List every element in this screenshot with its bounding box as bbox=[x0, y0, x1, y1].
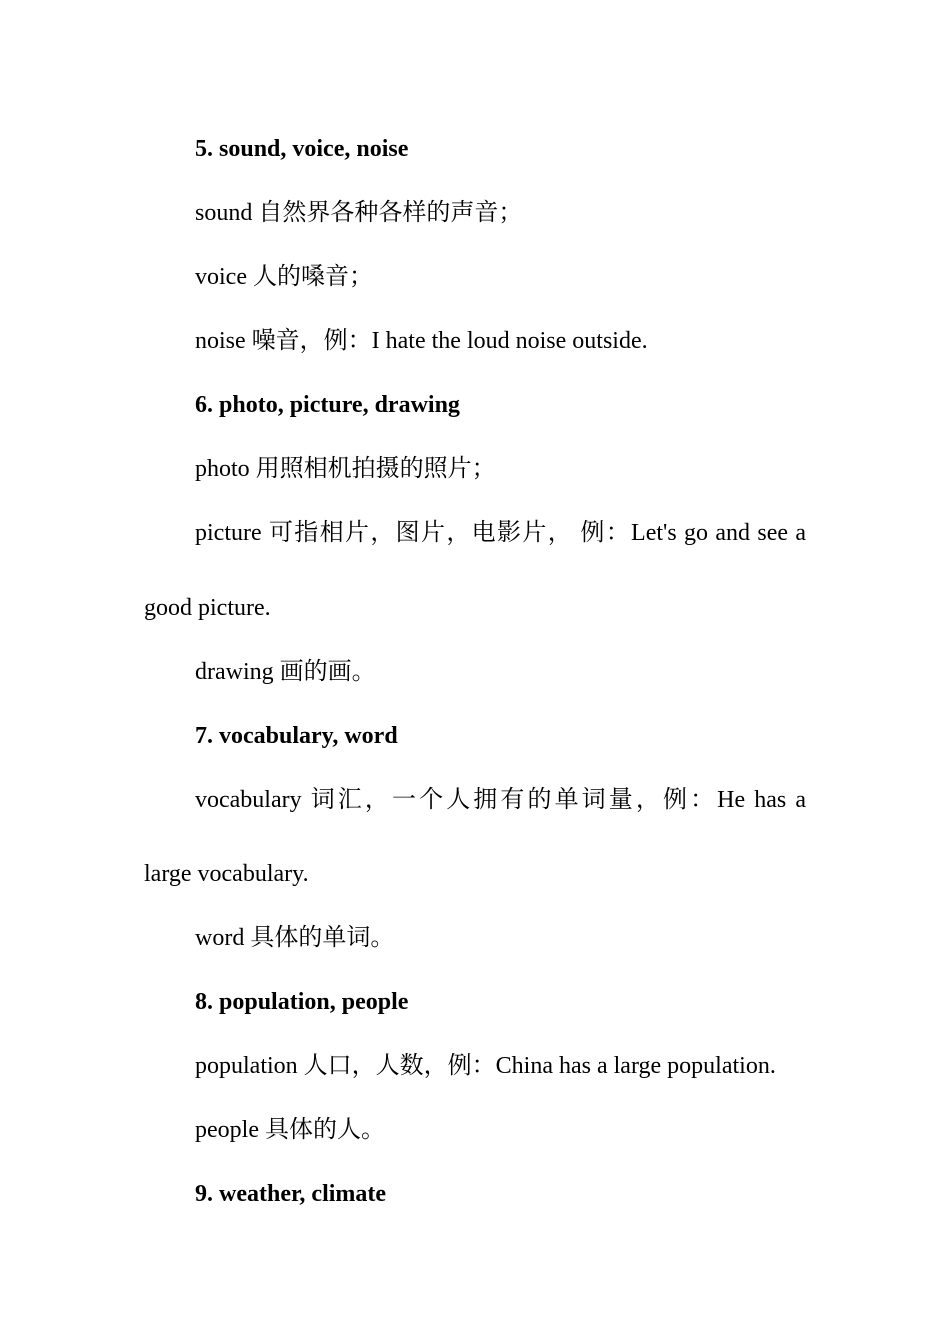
definition-line: photo 用照相机拍摄的照片； bbox=[195, 456, 496, 482]
definition-line: population 人口，人数，例：China has a large population. bbox=[195, 1053, 776, 1079]
definition-line: people 具体的人。 bbox=[195, 1117, 385, 1143]
definition-line: word 具体的单词。 bbox=[195, 925, 395, 951]
definition-line: vocabulary 词汇，一个人拥有的单词量，例：He has a bbox=[195, 787, 806, 813]
definition-line: voice 人的嗓音； bbox=[195, 264, 373, 290]
definition-continuation: good picture. bbox=[144, 595, 271, 621]
section-heading: 7. vocabulary, word bbox=[195, 723, 398, 749]
definition-line: sound 自然界各种各样的声音； bbox=[195, 200, 523, 226]
definition-continuation: large vocabulary. bbox=[144, 861, 309, 887]
definition-line: drawing 画的画。 bbox=[195, 659, 376, 685]
section-heading: 9. weather, climate bbox=[195, 1181, 387, 1207]
section-heading: 8. population, people bbox=[195, 989, 409, 1015]
definition-line: noise 噪音，例：I hate the loud noise outside. bbox=[195, 328, 648, 354]
definition-line: picture 可指相片，图片，电影片， 例：Let's go and see a bbox=[195, 520, 806, 546]
section-heading: 5. sound, voice, noise bbox=[195, 136, 409, 162]
section-heading: 6. photo, picture, drawing bbox=[195, 392, 460, 418]
